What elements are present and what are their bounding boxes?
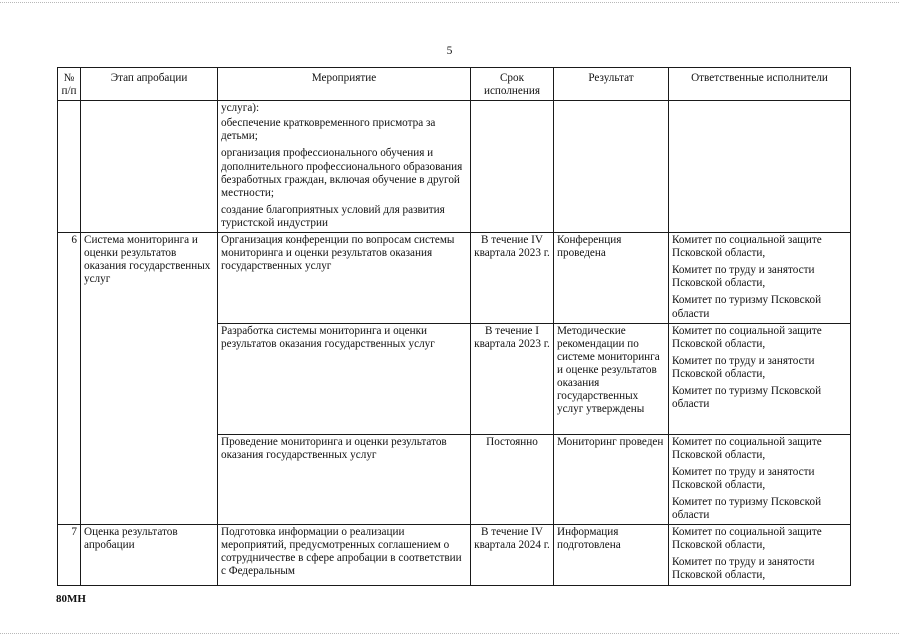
responsible-item: Комитет по социальной защите Псковской области, (672, 234, 822, 260)
row-number: 6 (58, 233, 81, 525)
row-responsible (669, 434, 851, 525)
scan-edge-top (0, 2, 899, 3)
row-responsible (669, 101, 851, 233)
responsible-item: Комитет по труду и занятости Псковской области, (672, 556, 815, 582)
row-term: В течение I квартала 2023 г. (471, 323, 554, 434)
row-result (554, 101, 669, 233)
responsible-item: Комитет по туризму Псковской области (672, 294, 822, 320)
header-stage: Этап апробации (81, 68, 218, 101)
responsible-item: Комитет по труду и занятости Псковской области, (672, 264, 815, 290)
event-paragraph: Разработка системы мониторинга и оценки результатов оказания государственных услуг (221, 324, 435, 350)
row-stage: Система мониторинга и оценки результатов оказания государственных услуг (81, 233, 218, 525)
responsible-item: Комитет по социальной защите Псковской области, (672, 435, 822, 461)
row-result: Конференция проведена (554, 233, 669, 324)
event-paragraph: услуга): (221, 102, 260, 115)
responsible-item: Комитет по туризму Псковской области (672, 384, 822, 411)
row-event (218, 233, 471, 324)
event-paragraph: создание благоприятных условий для развития туристской индустрии (221, 203, 445, 229)
row-term: В течение IV квартала 2023 г. (471, 233, 554, 324)
event-paragraph: Подготовка информации о реализации мероприятий, предусмотренных соглашением о сотрудничестве в сфере апробации в соответствии с Федеральным (221, 526, 462, 578)
table-header-row (58, 68, 851, 101)
table-row (58, 525, 851, 585)
header-result: Результат (554, 68, 669, 101)
row-term (471, 101, 554, 233)
event-paragraph: обеспечение кратковременного присмотра за детьми; (221, 117, 436, 143)
table-row (58, 101, 851, 233)
row-number (58, 101, 81, 233)
row-number: 7 (58, 525, 81, 585)
event-paragraph: Организация конференции по вопросам системы мониторинга и оценки результатов оказания государственных услуг (221, 234, 455, 273)
responsible-item: Комитет по туризму Псковской области (672, 495, 822, 522)
row-responsible (669, 525, 851, 585)
row-stage: Оценка результатов апробации (81, 525, 218, 585)
row-term: Постоянно (471, 434, 554, 525)
responsible-item: Комитет по социальной защите Псковской области, (672, 324, 822, 350)
row-stage (81, 101, 218, 233)
row-result: Информация подготовлена (554, 525, 669, 585)
responsible-item: Комитет по социальной защите Псковской области, (672, 526, 822, 552)
responsible-item: Комитет по труду и занятости Псковской области, (672, 465, 815, 491)
footer-document-code: 80МН (56, 593, 86, 605)
table-row (58, 233, 851, 324)
event-paragraph: организация профессионального обучения и дополнительного профессионального образования безработных граждан, включая обучение в другой местности; (221, 147, 463, 199)
header-responsible: Ответственные исполнители (669, 68, 851, 101)
event-paragraph: Проведение мониторинга и оценки результатов оказания государственных услуг (221, 435, 447, 461)
row-event (218, 101, 471, 233)
page-number: 5 (446, 45, 453, 57)
scan-edge-bottom (0, 633, 899, 634)
header-event: Мероприятие (218, 68, 471, 101)
row-term: В течение IV квартала 2024 г. (471, 525, 554, 585)
responsible-item: Комитет по труду и занятости Псковской области, (672, 354, 815, 380)
row-event (218, 323, 471, 434)
row-event (218, 434, 471, 525)
header-num: № п/п (58, 68, 81, 101)
header-term: Срок исполнения (471, 68, 554, 101)
row-responsible (669, 323, 851, 434)
row-result: Мониторинг проведен (554, 434, 669, 525)
approbation-plan-table (57, 67, 851, 586)
row-responsible (669, 233, 851, 324)
row-result: Методические рекомендации по системе мониторинга и оценке результатов оказания государственных услуг утверждены (554, 323, 669, 434)
row-event (218, 525, 471, 585)
